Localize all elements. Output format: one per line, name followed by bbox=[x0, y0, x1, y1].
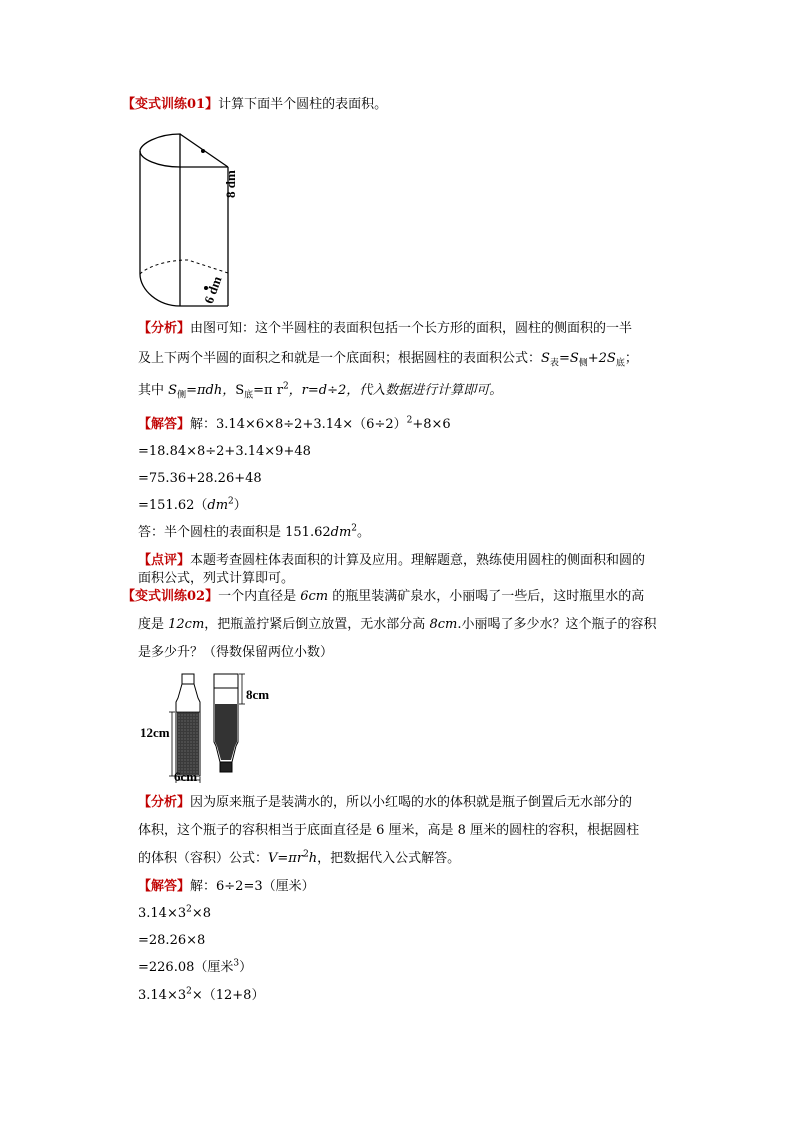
q2-text2a: 度是 bbox=[138, 617, 169, 632]
q2-analysis-text3b: ，把数据代入公式解答。 bbox=[317, 851, 461, 866]
q1-answer-sup1: 2 bbox=[406, 415, 413, 426]
q1-answer-sup5: 2 bbox=[351, 523, 358, 534]
formula-sub-ce2: 侧 bbox=[177, 390, 187, 401]
q2-analysis-line1 bbox=[138, 794, 632, 812]
bottle-label-8cm: 8cm bbox=[246, 687, 270, 702]
q2-analysis-line2: 体积，这个瓶子的容积相当于底面直径是 6 厘米，高是 8 厘米的圆柱的容积，根据圆柱 bbox=[138, 823, 640, 838]
q1-comment-text1: 本题考查圆柱体表面积的计算及应用。理解题意，熟练使用圆柱的侧面积和圆的 bbox=[190, 553, 646, 568]
formula-sub-ce: 侧 bbox=[578, 358, 588, 369]
q2-answer-text5b: ×（12+8） bbox=[191, 988, 265, 1003]
bottle-label-6cm: 6cm bbox=[174, 769, 198, 784]
q2-formula-v: V=πr bbox=[268, 851, 304, 866]
q2-line3: 是多少升？（得数保留两位小数） bbox=[138, 645, 334, 660]
q1-answer-unit4: dm bbox=[207, 498, 229, 513]
q2-answer-line2 bbox=[138, 905, 211, 923]
q1-answer-unit5: dm bbox=[330, 525, 352, 540]
q2-answer-sup2: 2 bbox=[186, 904, 192, 915]
q1-comment-line2: 面积公式，列式计算即可。 bbox=[138, 571, 295, 586]
q2-answer-sup4: 3 bbox=[233, 958, 240, 969]
q2-answer-line1 bbox=[138, 878, 315, 896]
q2-analysis-line3 bbox=[138, 850, 460, 868]
q2-answer-text5a: 3.14×3 bbox=[138, 988, 187, 1003]
q2-answer-text2b: ×8 bbox=[191, 906, 212, 921]
q2-answer-sup5: 2 bbox=[186, 986, 192, 997]
q2-unit1: 6cm bbox=[300, 589, 329, 604]
q2-answer-text4b: ） bbox=[239, 960, 253, 975]
q2-analysis-tag: 【分析】 bbox=[138, 795, 191, 810]
formula-s: S bbox=[541, 351, 550, 366]
q1-diameter-label: 6 dm bbox=[200, 274, 225, 306]
q1-answer-line3: =75.36+28.26+48 bbox=[138, 471, 262, 486]
q1-analysis-line2 bbox=[138, 350, 638, 368]
q2-answer-text2a: 3.14×3 bbox=[138, 906, 187, 921]
formula-sub-biao: 表 bbox=[549, 358, 559, 369]
q1-answer-sup4: 2 bbox=[228, 496, 234, 507]
q1-answer-line5 bbox=[138, 524, 370, 542]
q2-unit2b: 8cm bbox=[429, 617, 458, 632]
q1-question: 计算下面半个圆柱的表面积。 bbox=[218, 97, 388, 112]
formula-sub-di2: 底 bbox=[244, 390, 254, 401]
q1-title bbox=[122, 96, 387, 114]
q1-answer-tag: 【解答】 bbox=[138, 417, 191, 432]
q1-analysis-tag: 【分析】 bbox=[138, 321, 191, 336]
q1-comment-line1 bbox=[138, 552, 645, 570]
bottle-label-12cm: 12cm bbox=[140, 725, 170, 740]
q1-analysis-line1 bbox=[138, 320, 632, 338]
q2-tag: 【变式训练02】 bbox=[122, 589, 219, 604]
q2-unit2: 12cm bbox=[168, 617, 205, 632]
q1-answer-text1a: 解：3.14×6×8÷2+3.14×（6÷2） bbox=[190, 417, 407, 432]
q1-analysis-line3 bbox=[138, 382, 502, 400]
q2-text2b: ，把瓶盖拧紧后倒立放置，无水部分高 bbox=[204, 617, 430, 632]
q2-answer-line4 bbox=[138, 959, 252, 977]
q1-height-label: 8 dm bbox=[223, 170, 238, 198]
q2-formula-h: h bbox=[308, 851, 318, 866]
formula-rest: ，r=d÷2，代入数据进行计算即可。 bbox=[288, 383, 503, 398]
q1-answer-line1 bbox=[138, 416, 451, 434]
q2-formula-sup: 2 bbox=[303, 849, 309, 860]
q1-answer-text4b: ） bbox=[233, 498, 247, 513]
q2-answer-line3: =28.26×8 bbox=[138, 933, 206, 948]
q2-text1b: 的瓶里装满矿泉水，小丽喝了一些后，这时瓶里水的高 bbox=[328, 589, 645, 604]
q2-answer-text4a: =226.08（厘米 bbox=[138, 960, 234, 975]
formula-sup2: 2 bbox=[282, 381, 289, 392]
formula-plus2s: +2S bbox=[587, 351, 616, 366]
formula-eq1: =πdh， bbox=[186, 383, 236, 398]
q2-answer-text1: 解：6÷2=3（厘米） bbox=[190, 879, 315, 894]
q1-comment-tag: 【点评】 bbox=[138, 553, 191, 568]
formula-s3: S bbox=[168, 383, 178, 398]
q2-text1a: 一个内直径是 bbox=[218, 589, 301, 604]
q1-answer-text1b: +8×6 bbox=[412, 417, 451, 432]
formula-eq: = bbox=[558, 351, 570, 366]
q1-analysis-text1: 由图可知：这个半圆柱的表面积包括一个长方形的面积，圆柱的侧面积的一半 bbox=[190, 321, 633, 336]
q2-analysis-text3a: 的体积（容积）公式： bbox=[138, 851, 269, 866]
q2-text2c: .小丽喝了多少水？这个瓶子的容积 bbox=[457, 617, 657, 632]
formula-s4: S bbox=[235, 383, 245, 398]
q2-analysis-text1: 因为原来瓶子是装满水的，所以小红喝的水的体积就是瓶子倒置后无水部分的 bbox=[190, 795, 633, 810]
formula-s2: S bbox=[569, 351, 579, 366]
q1-answer-text5a: 答：半个圆柱的表面积是 151.62 bbox=[138, 525, 331, 540]
q2-answer-tag: 【解答】 bbox=[138, 879, 191, 894]
q2-answer-line5 bbox=[138, 987, 264, 1005]
q1-answer-text4a: =151.62（ bbox=[138, 498, 208, 513]
q1-tag: 【变式训练01】 bbox=[122, 97, 219, 112]
q1-answer-text5b: 。 bbox=[357, 525, 371, 540]
q1-answer-line4 bbox=[138, 497, 247, 515]
q1-analysis-text2: 及上下两个半圆的面积之和就是一个底面积；根据圆柱的表面积公式： bbox=[138, 351, 542, 366]
formula-end: ； bbox=[624, 351, 638, 366]
q2-line1 bbox=[122, 588, 644, 606]
q1-analysis-prefix: 其中 bbox=[138, 383, 165, 398]
formula-sub-di: 底 bbox=[615, 358, 625, 369]
q1-answer-line2: =18.84×8÷2+3.14×9+48 bbox=[138, 444, 311, 459]
formula-eq2: =π r bbox=[253, 383, 283, 398]
q2-line2 bbox=[138, 616, 656, 634]
half-cylinder-figure bbox=[128, 120, 258, 310]
